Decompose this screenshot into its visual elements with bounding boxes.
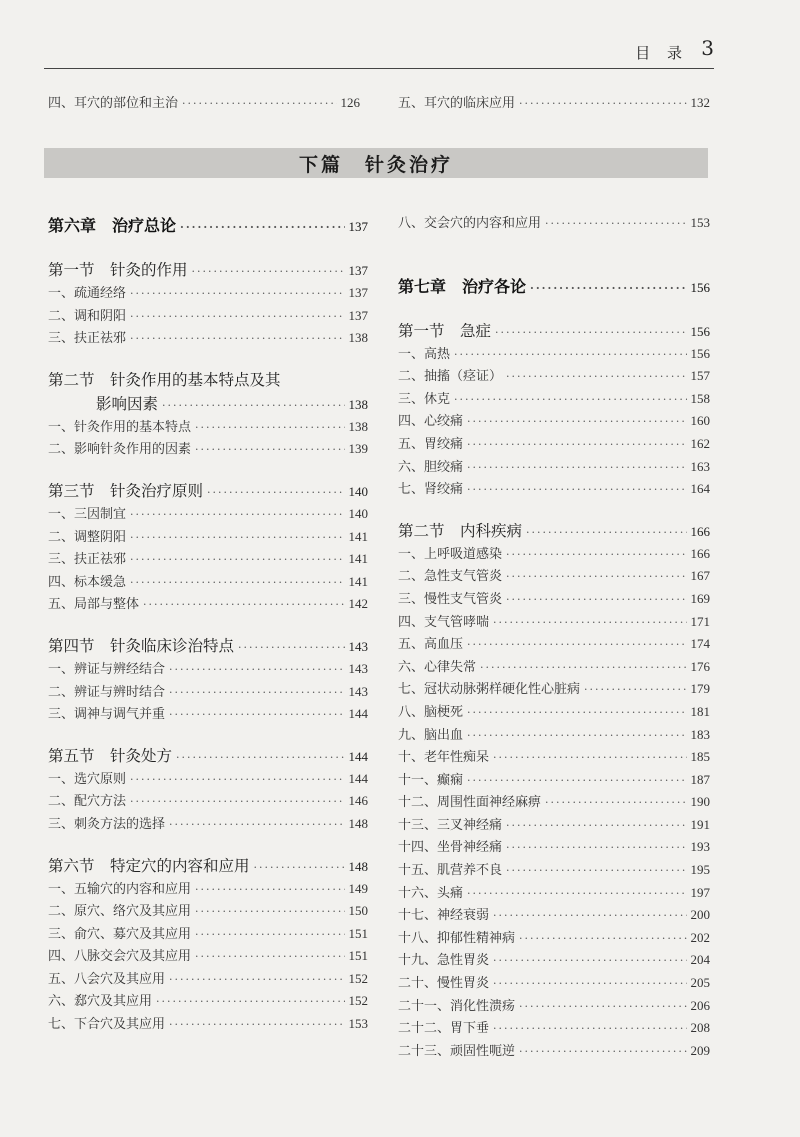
- toc-leader-dots: [207, 481, 344, 505]
- toc-entry-page: 144: [348, 748, 368, 764]
- toc-leader-dots: [584, 679, 686, 702]
- toc-entry-label: 第二节 内科疾病: [398, 521, 523, 540]
- spacer: [398, 301, 710, 319]
- toc-entry-page: 138: [348, 396, 368, 412]
- toc-entry[interactable]: [398, 882, 710, 905]
- toc-entry-label: 一、针灸作用的基本特点: [48, 419, 192, 435]
- toc-entry-page: 181: [690, 703, 710, 719]
- toc-entry-label: 第一节 针灸的作用: [48, 261, 188, 279]
- toc-entry-label: 二十、慢性胃炎: [398, 976, 490, 992]
- toc-entry-page: 190: [690, 794, 710, 810]
- toc-chapter[interactable]: [48, 212, 368, 240]
- toc-entry-label: 二十三、顽固性呃逆: [398, 1043, 516, 1059]
- toc-leader-dots: [467, 457, 686, 480]
- toc-leader-dots: [454, 344, 686, 367]
- toc-entry-label: 十四、坐骨神经痛: [398, 840, 503, 856]
- toc-entry[interactable]: [398, 1017, 710, 1040]
- toc-entry-page: 156: [690, 279, 710, 295]
- toc-entry[interactable]: [398, 543, 710, 566]
- toc-leader-dots: [130, 549, 344, 572]
- toc-leader-dots: [454, 389, 686, 412]
- toc-entry[interactable]: [398, 633, 710, 656]
- toc-entry[interactable]: [398, 212, 710, 235]
- toc-leader-dots: [467, 434, 686, 457]
- toc-entry-page: 153: [690, 215, 710, 230]
- toc-leader-dots: [545, 213, 686, 236]
- toc-entry-page: 143: [348, 683, 368, 699]
- toc-leader-dots: [545, 792, 686, 815]
- toc-entry-page: 157: [690, 368, 710, 384]
- toc-entry-page: 200: [690, 907, 710, 923]
- toc-leader-dots: [493, 1018, 686, 1041]
- toc-entry-label: 三、休克: [398, 391, 451, 407]
- toc-entry-page: 160: [690, 413, 710, 429]
- toc-leader-dots: [506, 366, 686, 389]
- toc-entry[interactable]: [398, 701, 710, 724]
- toc-entry-label: 三、慢性支气管炎: [398, 591, 503, 607]
- toc-entry-label: 十二、周围性面神经麻痹: [398, 795, 542, 811]
- toc-entry[interactable]: [398, 388, 710, 411]
- toc-entry[interactable]: [398, 927, 710, 950]
- toc-entry-page: 141: [348, 528, 368, 544]
- toc-entry[interactable]: [48, 923, 368, 946]
- toc-entry-label: 五、高血压: [398, 637, 464, 653]
- toc-leader-dots: [169, 704, 344, 727]
- toc-entry[interactable]: [48, 768, 368, 791]
- toc-entry-page: 137: [348, 285, 368, 300]
- toc-leader-dots: [519, 93, 686, 116]
- toc-entry[interactable]: [398, 410, 710, 433]
- toc-entry-page: 191: [690, 816, 710, 832]
- toc-entry-label: 九、脑出血: [398, 727, 464, 743]
- spacer: [398, 235, 710, 273]
- toc-leader-dots: [493, 973, 686, 996]
- toc-entry[interactable]: [48, 503, 368, 526]
- toc-entry-label: 一、五输穴的内容和应用: [48, 881, 192, 897]
- toc-entry-page: 206: [690, 997, 710, 1013]
- toc-leader-dots: [493, 747, 686, 770]
- toc-leader-dots: [493, 905, 686, 928]
- toc-entry-label: 八、脑梗死: [398, 704, 464, 720]
- toc-entry-label: 一、三因制宜: [48, 506, 127, 522]
- toc-entry-page: 152: [348, 993, 368, 1009]
- toc-entry-page: 144: [348, 706, 368, 722]
- toc-entry-page: 149: [348, 880, 368, 896]
- toc-entry[interactable]: [48, 305, 368, 328]
- toc-entry[interactable]: [48, 945, 368, 968]
- toc-entry-label: 二、配穴方法: [48, 794, 127, 810]
- toc-entry[interactable]: [398, 478, 710, 501]
- toc-entry-label: 十九、急性胃炎: [398, 953, 490, 969]
- toc-leader-dots: [130, 306, 344, 329]
- toc-right-column: [398, 212, 710, 1062]
- toc-entry-label: 二、原穴、络穴及其应用: [48, 904, 192, 920]
- toc-entry-label: 一、疏通经络: [48, 286, 127, 301]
- toc-entry-label: 四、支气管哮喘: [398, 614, 490, 630]
- toc-entry[interactable]: [48, 900, 368, 923]
- toc-entry-page: 151: [348, 948, 368, 964]
- toc-entry-label: 第四节 针灸临床诊治特点: [48, 636, 235, 655]
- toc-entry[interactable]: [398, 92, 710, 115]
- toc-entry-page: 202: [690, 929, 710, 945]
- toc-entry[interactable]: [398, 972, 710, 995]
- toc-entry-page: 167: [690, 568, 710, 584]
- spacer: [48, 726, 368, 744]
- toc-entry-label: 影响因素: [96, 394, 159, 413]
- toc-leader-dots: [467, 411, 686, 434]
- toc-leader-dots: [130, 283, 344, 306]
- toc-entry-label: 七、冠状动脉粥样硬化性心脏病: [398, 682, 581, 698]
- spacer: [48, 350, 368, 368]
- toc-entry[interactable]: [48, 416, 368, 439]
- toc-entry[interactable]: [48, 968, 368, 991]
- toc-entry-page: 171: [690, 613, 710, 629]
- toc-entry[interactable]: [398, 343, 710, 366]
- toc-entry-label: 二、抽搐（痉证）: [398, 369, 503, 385]
- toc-leader-dots: [467, 725, 686, 748]
- toc-entry-label: 五、胃绞痛: [398, 436, 464, 452]
- part-title: 下篇 针灸治疗: [298, 153, 453, 176]
- toc-leader-dots: [467, 770, 686, 793]
- toc-entry-label: 二、影响针灸作用的因素: [48, 442, 192, 458]
- spacer: [48, 240, 368, 258]
- toc-entry[interactable]: [48, 327, 368, 350]
- toc-entry-label: 第一节 急症: [398, 321, 492, 340]
- toc-entry[interactable]: [398, 433, 710, 456]
- toc-leader-dots: [169, 814, 344, 837]
- toc-leader-dots: [162, 394, 344, 418]
- toc-entry-label: 十五、肌营养不良: [398, 863, 503, 879]
- toc-entry-page: 187: [690, 771, 710, 787]
- toc-entry-label: 一、辨证与辨经结合: [48, 661, 166, 677]
- toc-leader-dots: [130, 791, 344, 814]
- toc-entry-page: 164: [690, 481, 710, 497]
- toc-entry-label: 四、耳穴的部位和主治: [48, 96, 179, 111]
- toc-entry-label: 一、高热: [398, 346, 451, 362]
- toc-entry-label: 二十二、胃下垂: [398, 1021, 490, 1037]
- toc-leader-dots: [195, 879, 344, 902]
- toc-entry-page: 158: [690, 390, 710, 406]
- toc-leader-dots: [169, 682, 344, 705]
- toc-entry[interactable]: [48, 571, 368, 594]
- toc-leader-dots: [519, 928, 686, 951]
- toc-leader-dots: [169, 969, 344, 992]
- toc-section[interactable]: [48, 854, 368, 878]
- toc-entry-page: 137: [348, 307, 368, 323]
- toc-leader-dots: [254, 856, 345, 880]
- toc-entry-page: 138: [348, 418, 368, 434]
- toc-left-column: [48, 212, 368, 1036]
- toc-entry-page: 183: [690, 726, 710, 742]
- toc-entry-label: 二、调整阴阳: [48, 529, 127, 545]
- toc-section[interactable]: [48, 392, 368, 416]
- toc-entry-label: 十、老年性痴呆: [398, 750, 490, 766]
- toc-leader-dots: [192, 260, 345, 284]
- toc-entry-page: 132: [690, 95, 710, 110]
- toc-leader-dots: [143, 594, 344, 617]
- toc-entry[interactable]: [48, 658, 368, 681]
- toc-entry[interactable]: [48, 703, 368, 726]
- toc-section[interactable]: [398, 519, 710, 543]
- toc-entry-label: 二、辨证与辨时结合: [48, 684, 166, 700]
- toc-entry-page: 137: [348, 219, 368, 234]
- toc-entry[interactable]: [398, 456, 710, 479]
- toc-entry[interactable]: [48, 990, 368, 1013]
- toc-leader-dots: [182, 93, 336, 116]
- toc-entry-page: 144: [348, 770, 368, 786]
- toc-leader-dots: [495, 321, 686, 345]
- toc-leader-dots: [176, 746, 344, 770]
- toc-chapter[interactable]: [398, 273, 710, 301]
- toc-leader-dots: [467, 702, 686, 725]
- toc-entry-label: 第六节 特定穴的内容和应用: [48, 856, 250, 875]
- spacer: [48, 836, 368, 854]
- toc-entry-label: 一、上呼吸道感染: [398, 546, 503, 562]
- toc-leader-dots: [156, 991, 344, 1014]
- toc-entry-label: 四、心绞痛: [398, 414, 464, 430]
- toc-entry[interactable]: [398, 904, 710, 927]
- toc-entry[interactable]: [398, 611, 710, 634]
- toc-leader-dots: [195, 439, 344, 462]
- toc-entry-page: 176: [690, 658, 710, 674]
- toc-entry[interactable]: [398, 678, 710, 701]
- toc-entry-page: 151: [348, 925, 368, 941]
- toc-leader-dots: [195, 924, 344, 947]
- toc-leader-dots: [169, 659, 344, 682]
- toc-entry-page: 152: [348, 970, 368, 986]
- toc-entry-label: 八、交会穴的内容和应用: [398, 216, 542, 231]
- toc-entry[interactable]: [398, 1040, 710, 1063]
- toc-entry-label: 四、标本缓急: [48, 574, 127, 590]
- toc-entry-page: 146: [348, 793, 368, 809]
- spacer: [48, 616, 368, 634]
- toc-entry-label: 五、耳穴的临床应用: [398, 96, 516, 111]
- toc-entry-label: 十六、头痛: [398, 885, 464, 901]
- toc-entry-label: 第六章 治疗总论: [48, 216, 177, 235]
- toc-entry[interactable]: [48, 878, 368, 901]
- toc-entry-page: 153: [348, 1016, 368, 1032]
- toc-entry[interactable]: [398, 656, 710, 679]
- toc-entry-page: 150: [348, 903, 368, 919]
- toc-entry-page: 208: [690, 1020, 710, 1036]
- toc-entry-page: 195: [690, 862, 710, 878]
- toc-entry-page: 205: [690, 975, 710, 991]
- toc-leader-dots: [506, 860, 686, 883]
- toc-entry-page: 141: [348, 551, 368, 567]
- toc-entry-page: 140: [348, 505, 368, 521]
- toc-leader-dots: [526, 521, 686, 545]
- toc-entry[interactable]: [398, 365, 710, 388]
- toc-leader-dots: [506, 566, 686, 589]
- toc-entry[interactable]: [398, 791, 710, 814]
- part-heading-band: [44, 148, 708, 178]
- toc-entry[interactable]: [398, 836, 710, 859]
- toc-section[interactable]: [48, 368, 368, 392]
- toc-entry-page: 174: [690, 636, 710, 652]
- toc-entry[interactable]: [48, 790, 368, 813]
- toc-entry-label: 一、选穴原则: [48, 771, 127, 787]
- toc-section[interactable]: [48, 258, 368, 282]
- toc-entry-page: 209: [690, 1042, 710, 1058]
- toc-section[interactable]: [398, 319, 710, 343]
- toc-entry-label: 六、胆绞痛: [398, 459, 464, 475]
- toc-leader-dots: [130, 572, 344, 595]
- toc-entry-page: 193: [690, 839, 710, 855]
- toc-entry-label: 五、八会穴及其应用: [48, 971, 166, 987]
- toc-entry[interactable]: [48, 526, 368, 549]
- toc-entry-page: 138: [348, 330, 368, 346]
- toc-entry-label: 二、调和阴阳: [48, 308, 127, 324]
- toc-entry-page: 148: [348, 858, 368, 874]
- toc-leader-dots: [467, 634, 686, 657]
- toc-entry-page: 163: [690, 458, 710, 474]
- toc-leader-dots: [493, 950, 686, 973]
- toc-entry-page: 137: [348, 263, 368, 278]
- toc-entry-page: 169: [690, 590, 710, 606]
- toc-entry[interactable]: [48, 593, 368, 616]
- toc-entry[interactable]: [48, 92, 360, 115]
- toc-entry[interactable]: [48, 548, 368, 571]
- toc-section[interactable]: [48, 744, 368, 768]
- toc-entry-page: 166: [690, 523, 710, 539]
- toc-entry-label: 三、扶正祛邪: [48, 552, 127, 568]
- toc-entry-label: 十三、三叉神经痛: [398, 817, 503, 833]
- toc-entry[interactable]: [48, 1013, 368, 1036]
- toc-section[interactable]: [48, 634, 368, 658]
- toc-entry-page: 143: [348, 660, 368, 676]
- toc-leader-dots: [238, 636, 344, 660]
- toc-entry[interactable]: [398, 814, 710, 837]
- toc-entry-page: 156: [690, 323, 710, 339]
- toc-entry-page: 156: [690, 345, 710, 361]
- toc-leader-dots: [506, 544, 686, 567]
- toc-entry[interactable]: [398, 949, 710, 972]
- toc-entry-label: 第二节 针灸作用的基本特点及其: [48, 370, 281, 389]
- spacer: [398, 501, 710, 519]
- toc-entry[interactable]: [398, 769, 710, 792]
- toc-entry-label: 四、八脉交会穴及其应用: [48, 949, 192, 965]
- toc-leader-dots: [467, 883, 686, 906]
- toc-entry[interactable]: [398, 859, 710, 882]
- toc-entry-page: 142: [348, 596, 368, 612]
- toc-entry-label: 第三节 针灸治疗原则: [48, 481, 204, 500]
- toc-entry-page: 162: [690, 435, 710, 451]
- toc-entry-page: 185: [690, 749, 710, 765]
- toc-entry[interactable]: [48, 813, 368, 836]
- toc-entry[interactable]: [398, 724, 710, 747]
- toc-entry-page: 148: [348, 815, 368, 831]
- toc-entry-page: 166: [690, 545, 710, 561]
- toc-entry-label: 六、心律失常: [398, 659, 477, 675]
- toc-leader-dots: [506, 815, 686, 838]
- toc-entry-page: 204: [690, 952, 710, 968]
- toc-section[interactable]: [48, 479, 368, 503]
- toc-leader-dots: [169, 1014, 344, 1037]
- toc-entry-label: 十七、神经衰弱: [398, 908, 490, 924]
- toc-entry-label: 第五节 针灸处方: [48, 746, 173, 765]
- toc-leader-dots: [506, 589, 686, 612]
- toc-leader-dots: [130, 527, 344, 550]
- toc-entry[interactable]: [398, 588, 710, 611]
- toc-leader-dots: [530, 275, 686, 303]
- toc-leader-dots: [180, 214, 344, 242]
- toc-leader-dots: [130, 769, 344, 792]
- toc-entry-label: 十一、癫痫: [398, 772, 464, 788]
- header-title: 目 录: [635, 44, 688, 62]
- toc-entry-label: 七、肾绞痛: [398, 482, 464, 498]
- toc-entry[interactable]: [48, 681, 368, 704]
- toc-entry-label: 三、扶正祛邪: [48, 331, 127, 347]
- toc-entry-label: 三、调神与调气并重: [48, 707, 166, 723]
- toc-leader-dots: [480, 657, 686, 680]
- toc-leader-dots: [519, 996, 686, 1019]
- toc-entry-label: 二十一、消化性溃疡: [398, 998, 516, 1014]
- toc-entry-page: 139: [348, 441, 368, 457]
- toc-leader-dots: [195, 946, 344, 969]
- running-header: [44, 34, 714, 69]
- toc-leader-dots: [130, 504, 344, 527]
- toc-leader-dots: [130, 328, 344, 351]
- toc-entry-page: 126: [340, 95, 360, 110]
- toc-entry-label: 五、局部与整体: [48, 597, 140, 613]
- toc-leader-dots: [195, 901, 344, 924]
- toc-entry[interactable]: [398, 995, 710, 1018]
- toc-leader-dots: [506, 837, 686, 860]
- toc-entry-label: 二、急性支气管炎: [398, 569, 503, 585]
- toc-entry-page: 140: [348, 483, 368, 499]
- toc-entry-page: 179: [690, 681, 710, 697]
- toc-entry[interactable]: [398, 565, 710, 588]
- toc-entry[interactable]: [48, 282, 368, 305]
- toc-entry-page: 143: [348, 638, 368, 654]
- toc-entry-label: 十八、抑郁性精神病: [398, 930, 516, 946]
- toc-entry-label: 三、刺灸方法的选择: [48, 816, 166, 832]
- header-page-number: 3: [701, 36, 714, 60]
- toc-entry-label: 六、郄穴及其应用: [48, 994, 153, 1010]
- toc-entry-page: 197: [690, 884, 710, 900]
- toc-entry-label: 七、下合穴及其应用: [48, 1017, 166, 1033]
- toc-entry-page: 141: [348, 573, 368, 589]
- toc-leader-dots: [195, 417, 344, 440]
- spacer: [48, 461, 368, 479]
- toc-leader-dots: [493, 612, 686, 635]
- toc-entry[interactable]: [398, 746, 710, 769]
- toc-entry[interactable]: [48, 438, 368, 461]
- toc-leader-dots: [519, 1041, 686, 1064]
- toc-entry-label: 第七章 治疗各论: [398, 276, 527, 296]
- toc-leader-dots: [467, 479, 686, 502]
- toc-entry-label: 三、俞穴、募穴及其应用: [48, 926, 192, 942]
